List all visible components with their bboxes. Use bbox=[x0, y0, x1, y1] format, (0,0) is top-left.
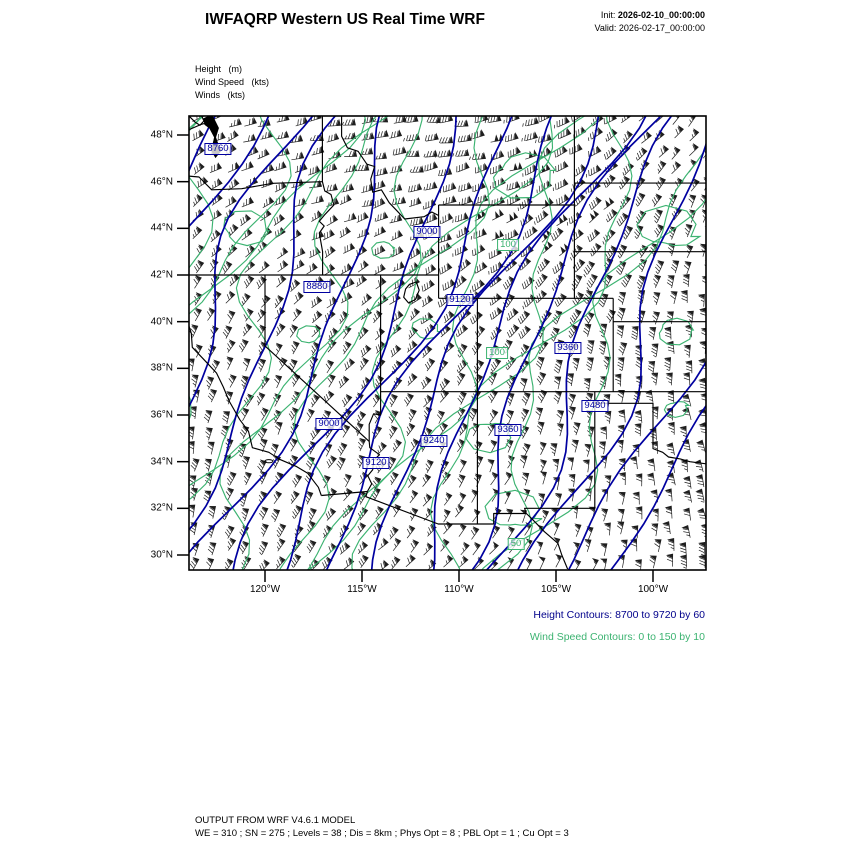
lat-tick-label: 32°N bbox=[150, 502, 173, 514]
height-contours-layer bbox=[0, 92, 835, 578]
wind-speed-contour-label: 100 bbox=[486, 347, 508, 359]
lat-tick-label: 36°N bbox=[150, 409, 173, 421]
height-contour-label: 9120 bbox=[446, 294, 473, 306]
height-contour-label: 8760 bbox=[204, 143, 231, 155]
height-contour-label: 9000 bbox=[315, 418, 342, 430]
page-title: IWFAQRP Western US Real Time WRF bbox=[205, 11, 485, 28]
init-timestamp bbox=[601, 10, 705, 20]
init-value: 2026-02-10_00:00:00 bbox=[617, 10, 705, 20]
height-contour-label: 9360 bbox=[554, 342, 581, 354]
height-contour-label: 9000 bbox=[413, 226, 440, 238]
lat-tick-label: 48°N bbox=[150, 129, 173, 141]
lat-tick-label: 44°N bbox=[150, 222, 173, 234]
wind-speed-contours-caption: Wind Speed Contours: 0 to 150 by 10 bbox=[529, 631, 705, 643]
lon-tick-label: 120°W bbox=[249, 584, 281, 595]
lon-tick-label: 110°W bbox=[444, 584, 474, 595]
legend-winds-label: Winds (kts) bbox=[195, 90, 246, 100]
footer-config-line: WE = 310 ; SN = 275 ; Levels = 38 ; Dis = 8km ; Phys Opt = 8 ; PBL Opt = 1 ; Cu Opt = 3 bbox=[195, 828, 569, 839]
legend-wind-speed-label: Wind Speed (kts) bbox=[195, 77, 270, 87]
valid-value: 2026-02-17_00:00:00 bbox=[618, 23, 705, 33]
legend-height-label: Height (m) bbox=[195, 64, 243, 74]
lat-tick-label: 30°N bbox=[150, 549, 173, 561]
wind-speed-contour-label: 50 bbox=[508, 538, 525, 550]
valid-timestamp bbox=[595, 23, 705, 33]
lat-tick-label: 40°N bbox=[150, 316, 173, 328]
map-content bbox=[0, 92, 835, 582]
valid-label: Valid: bbox=[594, 23, 617, 33]
height-contours-caption: Height Contours: 8700 to 9720 by 60 bbox=[533, 609, 705, 621]
height-contour-label: 9120 bbox=[362, 457, 389, 469]
wind-speed-contour-label: 100 bbox=[497, 239, 519, 251]
height-contour-label: 9240 bbox=[420, 435, 447, 447]
height-contour-label: 8880 bbox=[303, 281, 330, 293]
lat-tick-label: 38°N bbox=[150, 362, 173, 374]
lat-tick-label: 42°N bbox=[150, 269, 173, 281]
lon-tick-label: 100°W bbox=[637, 584, 669, 595]
lon-tick-label: 105°W bbox=[540, 584, 572, 595]
lat-tick-label: 34°N bbox=[150, 456, 173, 468]
lon-tick-label: 115°W bbox=[347, 584, 377, 595]
height-contour-label: 9480 bbox=[581, 400, 608, 412]
wind-barbs-layer bbox=[186, 109, 718, 572]
height-contour-label: 9360 bbox=[494, 424, 521, 436]
footer-model-line: OUTPUT FROM WRF V4.6.1 MODEL bbox=[195, 815, 356, 826]
lat-tick-label: 46°N bbox=[150, 176, 173, 188]
init-label: Init: bbox=[600, 10, 616, 20]
